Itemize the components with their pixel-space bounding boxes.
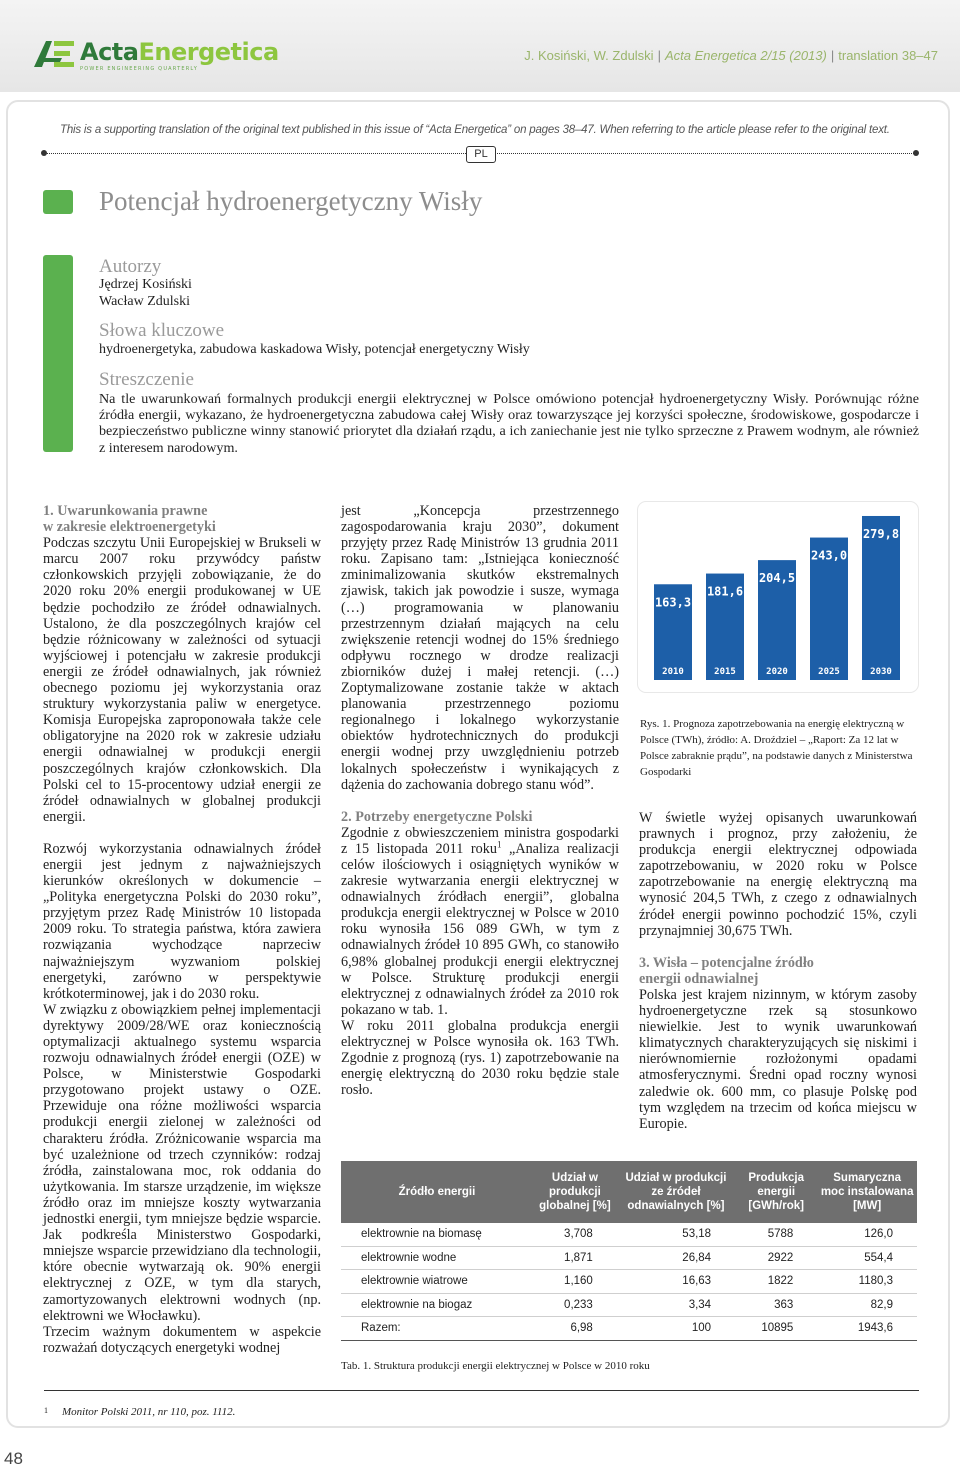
chart-tick-label: 2010 xyxy=(662,667,684,677)
paragraph: W roku 2011 globalna produkcja energii elektrycznej w Polsce wynosiła ok. 163 TWh. Zgodnie z prognozą (rys. 1) zapotrzebowanie na energię elektryczną do 2030 roku będzie stale rosło. xyxy=(341,1017,619,1099)
column-3 xyxy=(639,810,917,1132)
energy-structure-table xyxy=(341,1161,917,1341)
table-cell: elektrownie na biogaz xyxy=(341,1293,533,1317)
author-name: Jędrzej Kosiński xyxy=(99,277,192,292)
metadata-side-bar xyxy=(43,255,73,452)
section-2-heading: 2. Potrzeby energetyczne Polski xyxy=(341,808,533,825)
footnote-ref[interactable]: 1 xyxy=(496,839,502,850)
table-cell: 554,4 xyxy=(817,1246,917,1270)
table-row xyxy=(341,1246,917,1270)
running-head-authors: J. Kosiński, W. Zdulski xyxy=(524,48,654,63)
table-cell: elektrownie wodne xyxy=(341,1246,533,1270)
table-cell: 126,0 xyxy=(817,1223,917,1246)
table-row xyxy=(341,1293,917,1317)
keywords-text: hydroenergetyka, zabudowa kaskadowa Wisły, potencjał energetyczny Wisły xyxy=(99,342,530,357)
table-total-row xyxy=(341,1317,917,1341)
logo-tagline: POWER ENGINEERING QUARTERLY xyxy=(80,66,198,72)
paragraph: Zgodnie z obwieszczeniem ministra gospodarki z 15 listopada 2011 roku$^1$ „Analiza realizacji celów ilościowych i osiągniętych wyników w zakresie wytwarzania energii elektrycznej w odnawialnych źródłach energii”, globalna produkcja energii elektrycznej w Polsce w 2010 roku wynosiła 156 089 GWh, w tym z odnawialnych źródeł 10 895 GWh, co stanowiło 6,98% globalnej produkcji energii elektrycznej w Polsce. Strukturę produkcji energii elektrycznej z odnawialnych źródeł za 2010 rok pokazano w tab. 1. xyxy=(341,824,620,1018)
journal-logo xyxy=(32,38,279,72)
paragraph: Podczas szczytu Unii Europejskiej w Brukseli w marcu 2007 roku przywódcy państw członkowskich przyjęli zobowiązanie, że do 2020 roku 20% energii produkowanej w UE będzie pochodziło ze źródeł odnawialnych. Ustalono, że dla poszczególnych krajów cel będzie różnicowany w zależności od sytuacji wyjściowej i potencjału w zakresie produkcji energii ze źródeł odnawialnych, jak również obecnego poziomu jej wykorzystania oraz struktury wykorzystania paliw w energetyce. Komisja Europejska zaproponowała także cele obligatoryjne na 2020 rok w zakresie udziału energii odnawialnej w produkcji energii poszczególnych krajów członkowskich. Dla Polski cel to 15-procentowy udział energii ze źródeł odnawialnych w globalnej produkcji energii. xyxy=(43,535,321,825)
bar-chart xyxy=(638,502,918,692)
column-header: Produkcja energii [GWh/rok] xyxy=(735,1161,817,1223)
table-cell: 53,18 xyxy=(617,1223,735,1246)
chart-value-label: 163,3 xyxy=(654,595,692,610)
forecast-chart xyxy=(638,502,918,692)
column-header: Udział w produkcji ze źródeł odnawialnych [%] xyxy=(617,1161,735,1223)
column-1 xyxy=(43,503,321,1356)
section-3-heading: 3. Wisła – potencjalne źródło energii odnawialnej xyxy=(639,954,814,987)
chart-value-label: 204,5 xyxy=(758,571,796,586)
table-cell: 3,708 xyxy=(533,1223,617,1246)
paragraph: Polska jest krajem nizinnym, w którym zasoby hydroenergetyczne rzek są stosunkowo niewielkie. Jest to wynik uwarunkowań klimatycznych charakteryzujących się niskimi i nierównomiernie rozłożonymi opadami atmosferycznymi. Średni opad roczny wynosi zaledwie ok. 600 mm, co plasuje Polskę pod tym względem na trzecim od końca miejscu w Europie. xyxy=(639,986,917,1132)
running-head-journal: Acta Energetica 2/15 (2013) xyxy=(664,48,827,63)
table-cell: 0,233 xyxy=(533,1293,617,1317)
table-header-row xyxy=(341,1161,917,1223)
footnote-text: Monitor Polski 2011, nr 110, poz. 1112. xyxy=(62,1406,236,1418)
footnote xyxy=(44,1406,235,1418)
language-badge: PL xyxy=(466,146,496,163)
chart-value-label: 181,6 xyxy=(706,584,744,599)
authors-heading: Autorzy xyxy=(99,256,162,277)
table-cell: 100 xyxy=(617,1317,735,1341)
running-head xyxy=(524,48,938,63)
table-cell: 3,34 xyxy=(617,1293,735,1317)
chart-value-label: 279,8 xyxy=(862,526,900,541)
chart-value-label: 243,0 xyxy=(810,548,848,563)
table-caption: Tab. 1. Struktura produkcji energii elektrycznej w Polsce w 2010 roku xyxy=(341,1360,650,1372)
running-head-pages: translation 38–47 xyxy=(838,48,938,63)
author-name: Wacław Zdulski xyxy=(99,294,191,309)
paragraph: Rozwój wykorzystania odnawialnych źródeł energii jest jednym z najważniejszych kierunków określonych w dokumencie – „Polityka energetyczna Polski do 2030 roku”, przyjętym przez Radę Ministrów 10 listopada 2009 roku. To strategia państwa, która zawiera rozwiązania wychodzące naprzeciw najważniejszym wyzwaniom polskiej energetyki, zarówno w perspektywie krótkoterminowej, jak i do 2030 roku. xyxy=(43,840,321,1002)
table-row xyxy=(341,1270,917,1294)
table-cell: 16,63 xyxy=(617,1270,735,1294)
logo-wordmark: ActaEnergetica xyxy=(80,38,279,66)
table-cell: 1,160 xyxy=(533,1270,617,1294)
table-cell: 82,9 xyxy=(817,1293,917,1317)
paragraph: W świetle wyżej opisanych uwarunkowań prawnych i prognoz, przy założeniu, że produkcja energii elektrycznej odpowiada zapotrzebowaniu, w 2020 roku w Polsce zapotrzebowanie na energię elektryczną ma wynosić 204,5 TWh, z czego z odnawialnych źródeł energii powinno pochodzić 15%, czyli przynajmniej 30,675 TWh. xyxy=(639,810,917,939)
table-cell: 2922 xyxy=(735,1246,817,1270)
column-header: Sumaryczna moc instalowana [MW] xyxy=(817,1161,917,1223)
table-row xyxy=(341,1223,917,1246)
abstract-text: Na tle uwarunkowań formalnych produkcji energii elektrycznej w Polsce omówiono potencjał hydroenergetyczny Wisły. Porównując różne źródła energii, wykazano, że hydroenergetyczna zabudowa całej Wisły oraz towarzyszące jej korzyści społeczne, środowiskowe, gospodarcze i bezpieczeństwo publiczne winny stanowić priorytet dla działań rządu, a ich zaniechanie jest nie tylko sprzeczne z Prawem wodnym, ale również z interesem narodowym. xyxy=(99,391,919,456)
table-cell: 5788 xyxy=(735,1223,817,1246)
chart-tick-label: 2030 xyxy=(870,667,892,677)
table-cell: 1822 xyxy=(735,1270,817,1294)
table-cell: 1943,6 xyxy=(817,1317,917,1341)
paragraph: jest „Koncepcja przestrzennego zagospodarowania kraju 2030”, dokument przyjęty przez Radę Ministrów 13 grudnia 2011 roku. Zapisano tam: „Istniejąca konieczność zminimalizowania skutków ekstremalnych zjawisk, takich jak powodzie i susze, wymaga (…) programowania w planowaniu przestrzennym działań mających na celu zwiększenie retencji wodnej do 15% średniego odpływu rocznego w drodze realizacji zbiorników dużej i małej retencji. (…) Zoptymalizowane zostanie także w aktach planowania przestrzennego poziomu regionalnego i lokalnego wykorzystanie obiektów hydrotechnicznych do produkcji energii wodnej przy uwzględnieniu potrzeb lokalnych społeczeństw i wynikających z dążenia do zachowania dobrego stanu wód”. xyxy=(341,503,619,793)
column-header: Źródło energii xyxy=(341,1161,533,1223)
table-cell: elektrownie wiatrowe xyxy=(341,1270,533,1294)
article-title: Potencjał hydroenergetyczny Wisły xyxy=(99,186,483,216)
running-head-separator: | xyxy=(830,48,835,63)
abstract-heading: Streszczenie xyxy=(99,369,194,390)
translation-notice: This is a supporting translation of the original text published in this issue of “Acta Energetica” on pages 38–47. When referring to the article please refer to the original text. xyxy=(60,124,890,136)
title-marker xyxy=(43,190,73,214)
page-number: 48 xyxy=(4,1449,23,1468)
column-2 xyxy=(341,503,619,1098)
keywords-heading: Słowa kluczowe xyxy=(99,320,225,341)
column-header: Udział w produkcji globalnej [%] xyxy=(533,1161,617,1223)
chart-tick-label: 2025 xyxy=(818,667,840,677)
table-cell: elektrownie na biomasę xyxy=(341,1223,533,1246)
table-cell: Razem: xyxy=(341,1317,533,1341)
footnote-divider xyxy=(44,1390,919,1391)
paragraph: W związku z obowiązkiem pełnej implementacji dyrektywy 2009/28/WE oraz koniecznością optymalizacji aktualnego systemu wsparcia rozwoju odnawialnych źródeł energii (OZE) w Polsce, w Ministerstwie Gospodarki przygotowano projekt ustawy o OZE. Przewiduje ona różne możliwości wsparcia produkcji energii zielonej w zależności od charakteru źródła. Zróżnicowanie wsparcia ma być uzależnione od trzech czynników: rodzaj źródła, zainstalowana moc, rok oddania do użytkowania. Im starsze urządzenie, im większe źródło oraz im mniejsze koszty wytwarzania jednostki energii, tym mniejsze będzie wsparcie. Jak podkreśla Ministerstwo Gospodarki, mniejsze wsparcie przewidziano dla technologii, które obecnie wytwarzają ok. 90% energii elektrycznej z OZE, w tym dla starych, zamortyzowanych elektrowni wodnych (np. elektrowni we Włocławku). xyxy=(43,1001,321,1324)
logo-mark-icon xyxy=(32,40,76,68)
chart-tick-label: 2020 xyxy=(766,667,788,677)
running-head-separator: | xyxy=(657,48,661,63)
table-cell: 1180,3 xyxy=(817,1270,917,1294)
footnote-mark: 1 xyxy=(44,1406,48,1415)
table-cell: 10895 xyxy=(735,1317,817,1341)
chart-tick-label: 2015 xyxy=(714,667,736,677)
figure-caption: Rys. 1. Prognoza zapotrzebowania na energię elektryczną w Polsce (TWh), źródło: A. Droździel – „Raport: Za 12 lat w Polsce zabraknie prądu”, na podstawie danych z Ministerstwa Gospodarki xyxy=(640,718,913,778)
table-cell: 26,84 xyxy=(617,1246,735,1270)
paragraph: Trzecim ważnym dokumentem w aspekcie rozważań dotyczących energetyki wodnej xyxy=(43,1323,321,1356)
section-1-heading: 1. Uwarunkowania prawne w zakresie elektroenergetyki xyxy=(43,503,216,536)
table-cell: 1,871 xyxy=(533,1246,617,1270)
table-cell: 6,98 xyxy=(533,1317,617,1341)
table-cell: 363 xyxy=(735,1293,817,1317)
